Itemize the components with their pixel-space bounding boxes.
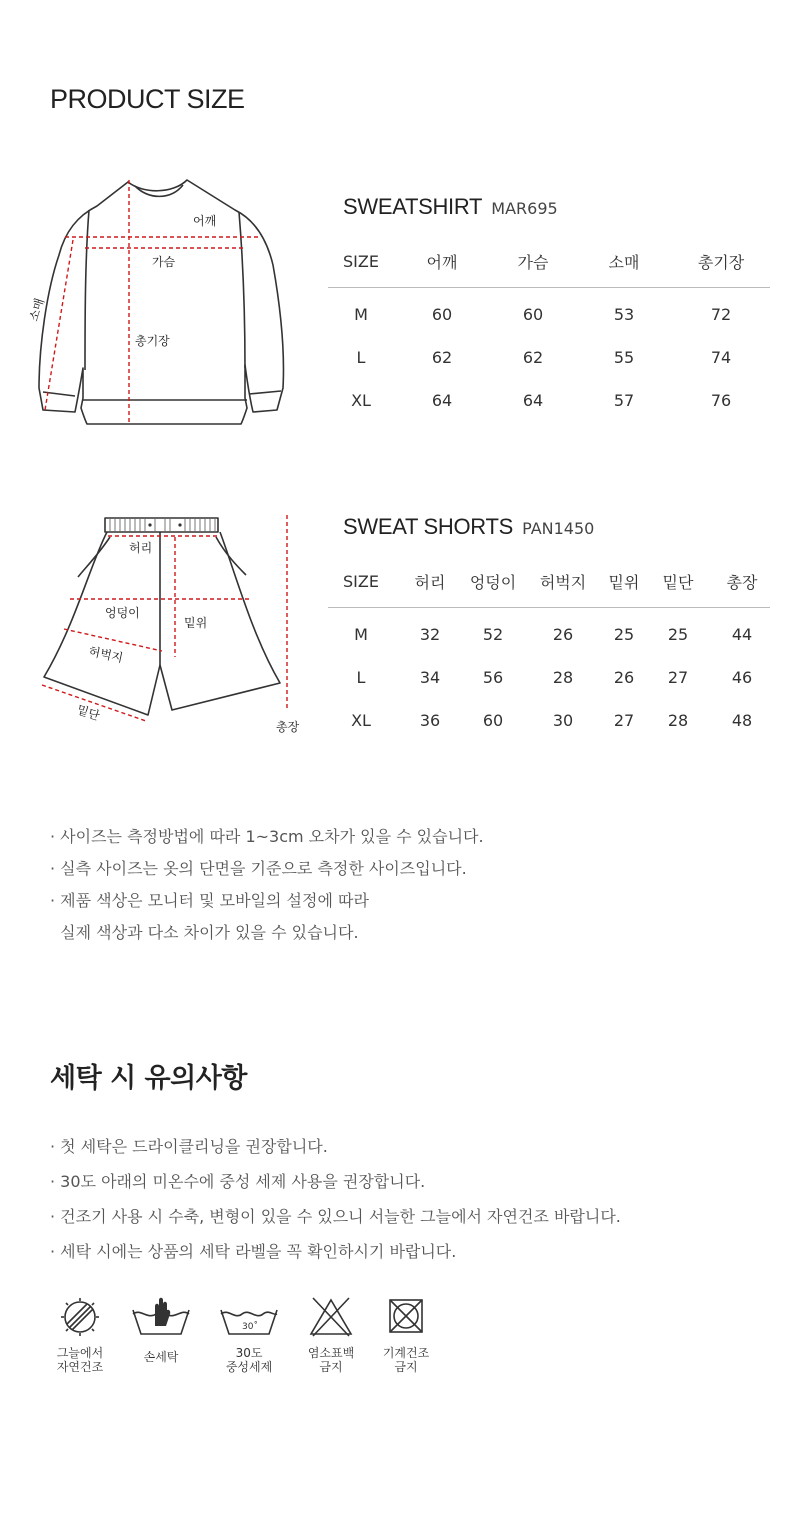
table-cell: 34 xyxy=(419,668,441,687)
table-row xyxy=(328,288,770,337)
care-label-line1: 기계건조 xyxy=(382,1346,430,1360)
sweatshirt-diagram xyxy=(25,170,305,435)
note-line: · 첫 세탁은 드라이클리닝을 권장합니다. xyxy=(50,1137,328,1156)
care-item xyxy=(371,1296,441,1374)
care-label-line1: 그늘에서 xyxy=(56,1346,104,1360)
hip-label: 엉덩이 xyxy=(105,606,140,620)
header-cell: 허리 xyxy=(394,555,466,608)
table-cell: 52 xyxy=(482,625,504,644)
care-label xyxy=(371,1346,441,1374)
sleeve-label: 소매 xyxy=(26,296,48,323)
table-row xyxy=(328,656,770,699)
shorts-diagram xyxy=(30,505,315,745)
shorts-code: PAN1450 xyxy=(522,519,595,538)
wash-30-icon xyxy=(214,1296,284,1342)
table-cell: 48 xyxy=(731,711,753,730)
waist-label: 허리 xyxy=(129,541,153,555)
care-item xyxy=(126,1296,196,1364)
care-label-line2: 중성세제 xyxy=(225,1360,273,1374)
header-cell: 어깨 xyxy=(394,235,490,288)
note-line: 실제 색상과 다소 차이가 있을 수 있습니다. xyxy=(50,923,359,942)
size-cell: M xyxy=(354,625,368,644)
table-cell: 60 xyxy=(522,305,544,324)
care-icons xyxy=(45,1296,445,1386)
no-tumble-dry-icon xyxy=(371,1296,441,1342)
sweatshirt-title xyxy=(343,194,558,220)
page-title: PRODUCT SIZE xyxy=(50,84,245,114)
length-label: 총장 xyxy=(276,720,300,734)
care-notes xyxy=(50,1129,621,1269)
table-cell: 25 xyxy=(613,625,635,644)
table-cell: 60 xyxy=(482,711,504,730)
sleeve-measure-line xyxy=(45,240,73,410)
table-cell: 56 xyxy=(482,668,504,687)
table-cell: 36 xyxy=(419,711,441,730)
sweatshirt-name: SWEATSHIRT xyxy=(343,194,483,219)
shoulder-label: 어깨 xyxy=(193,214,217,228)
care-item xyxy=(296,1296,366,1374)
table-header-row xyxy=(328,235,770,288)
header-cell: 가슴 xyxy=(490,235,576,288)
length-label: 총기장 xyxy=(135,334,170,348)
table-cell: 26 xyxy=(613,668,635,687)
table-header-row xyxy=(328,555,770,608)
care-title: 세탁 시 유의사항 xyxy=(50,1063,247,1094)
header-cell: SIZE xyxy=(328,555,394,608)
care-label-line2: 금지 xyxy=(394,1360,418,1374)
thigh-measure-line xyxy=(64,629,162,651)
wash-temp-label: 30˚ xyxy=(242,1322,258,1332)
table-cell: 27 xyxy=(613,711,635,730)
size-cell: M xyxy=(354,305,368,324)
chest-label: 가슴 xyxy=(152,255,176,269)
table-cell: 53 xyxy=(613,305,635,324)
header-cell: SIZE xyxy=(328,235,394,288)
care-label-line2: 금지 xyxy=(319,1360,343,1374)
care-label-line1: 손세탁 xyxy=(143,1350,179,1364)
care-label-line1: 30도 xyxy=(235,1346,263,1360)
shorts-size-table xyxy=(328,555,770,742)
table-row xyxy=(328,336,770,379)
care-label-line1: 염소표백 xyxy=(307,1346,355,1360)
rise-label: 밑위 xyxy=(184,616,208,630)
table-cell: 26 xyxy=(552,625,574,644)
note-line: · 실측 사이즈는 옷의 단면을 기준으로 측정한 사이즈입니다. xyxy=(50,859,467,878)
size-cell: L xyxy=(356,668,366,687)
table-cell: 74 xyxy=(710,348,732,367)
care-label xyxy=(126,1346,196,1364)
size-cell: XL xyxy=(351,711,371,730)
note-line: · 사이즈는 측정방법에 따라 1~3cm 오차가 있을 수 있습니다. xyxy=(50,827,484,846)
header-cell: 엉덩이 xyxy=(466,555,520,608)
note-line: · 세탁 시에는 상품의 세탁 라벨을 꼭 확인하시기 바랍니다. xyxy=(50,1242,457,1261)
header-cell: 총기장 xyxy=(672,235,770,288)
care-label xyxy=(296,1346,366,1374)
table-cell: 25 xyxy=(667,625,689,644)
table-cell: 76 xyxy=(710,391,732,410)
care-label xyxy=(45,1346,115,1374)
table-cell: 28 xyxy=(552,668,574,687)
table-cell: 60 xyxy=(431,305,453,324)
header-cell: 소매 xyxy=(576,235,672,288)
care-item xyxy=(45,1296,115,1374)
table-cell: 72 xyxy=(710,305,732,324)
table-cell: 64 xyxy=(522,391,544,410)
table-cell: 28 xyxy=(667,711,689,730)
table-cell: 46 xyxy=(731,668,753,687)
shade-dry-icon xyxy=(45,1296,115,1342)
care-label-line2: 자연건조 xyxy=(56,1360,104,1374)
table-cell: 27 xyxy=(667,668,689,687)
table-cell: 32 xyxy=(419,625,441,644)
size-cell: L xyxy=(356,348,366,367)
header-cell: 밑위 xyxy=(606,555,642,608)
table-cell: 62 xyxy=(431,348,453,367)
care-label xyxy=(214,1346,284,1374)
table-cell: 64 xyxy=(431,391,453,410)
header-cell: 밑단 xyxy=(642,555,714,608)
hem-label: 밑단 xyxy=(75,702,102,724)
table-cell: 57 xyxy=(613,391,635,410)
hand-wash-icon xyxy=(126,1296,196,1342)
size-cell: XL xyxy=(351,391,371,410)
header-cell: 총장 xyxy=(714,555,770,608)
table-row xyxy=(328,379,770,422)
sweatshirt-size-table xyxy=(328,235,770,422)
thigh-label: 허벅지 xyxy=(87,644,125,666)
table-cell: 55 xyxy=(613,348,635,367)
no-bleach-icon xyxy=(296,1296,366,1342)
care-item xyxy=(214,1296,284,1374)
table-cell: 30 xyxy=(552,711,574,730)
note-line: · 제품 색상은 모니터 및 모바일의 설정에 따라 xyxy=(50,891,369,910)
shorts-title xyxy=(343,514,594,540)
size-notes xyxy=(50,821,484,949)
table-cell: 62 xyxy=(522,348,544,367)
table-row xyxy=(328,699,770,742)
table-row xyxy=(328,608,770,657)
note-line: · 30도 아래의 미온수에 중성 세제 사용을 권장합니다. xyxy=(50,1172,426,1191)
header-cell: 허벅지 xyxy=(520,555,606,608)
shorts-name: SWEAT SHORTS xyxy=(343,514,513,539)
table-cell: 44 xyxy=(731,625,753,644)
note-line: · 건조기 사용 시 수축, 변형이 있을 수 있으니 서늘한 그늘에서 자연건조 바랍니다. xyxy=(50,1207,621,1226)
sweatshirt-code: MAR695 xyxy=(491,199,558,218)
